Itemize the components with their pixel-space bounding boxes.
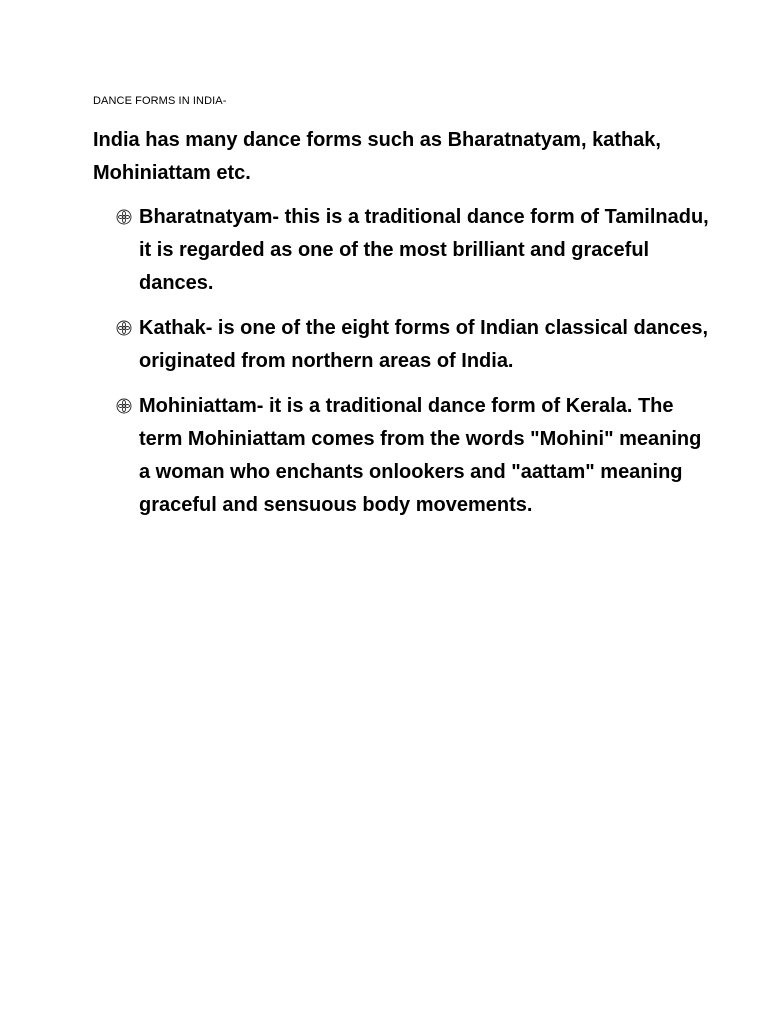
list-item-bharatnatyam <box>116 201 716 300</box>
list-item-text: Kathak- is one of the eight forms of Indian classical dances, originated from northern areas of India. <box>139 317 709 372</box>
list-item-text: Bharatnatyam- this is a traditional dance form of Tamilnadu, it is regarded as one of the most brilliant and graceful dances. <box>139 206 709 294</box>
list-item-mohiniattam <box>116 390 716 522</box>
dance-forms-list <box>116 201 716 534</box>
flower-icon <box>116 320 132 336</box>
list-item-text: Mohiniattam- it is a traditional dance form of Kerala. The term Mohiniattam comes from the words "Mohini" meaning a woman who enchants onlookers and "aattam" meaning graceful and sensuous body movements. <box>139 395 702 516</box>
flower-icon <box>116 398 132 414</box>
intro-paragraph: India has many dance forms such as Bharatnatyam, kathak, Mohiniattam etc. <box>93 129 661 184</box>
list-item-kathak <box>116 312 716 378</box>
document-heading: DANCE FORMS IN INDIA- <box>93 95 227 107</box>
flower-icon <box>116 209 132 225</box>
